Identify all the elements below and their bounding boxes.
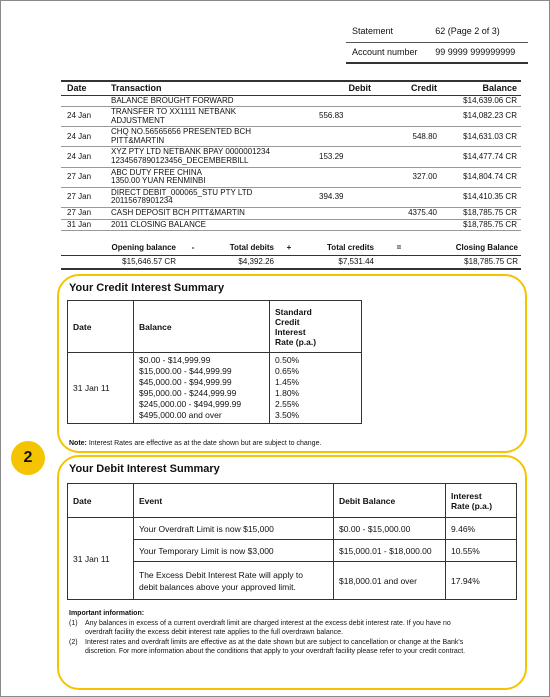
transaction-date: 24 Jan bbox=[61, 147, 109, 167]
credit-balance-tier: $245,000.00 - $494,999.99 bbox=[139, 399, 242, 409]
plus-sign: + bbox=[277, 241, 301, 255]
list-item-number: (1) bbox=[69, 619, 78, 627]
credit-rate-tier: 0.65% bbox=[275, 366, 300, 376]
table-row bbox=[61, 107, 521, 127]
important-information-heading: Important information: bbox=[69, 610, 145, 617]
transaction-description-line: 1234567890123456_DECEMBERBILL bbox=[111, 156, 249, 166]
transaction-credit bbox=[379, 107, 443, 127]
statement-info-box bbox=[346, 21, 528, 64]
debit-event bbox=[134, 540, 334, 562]
table-row bbox=[61, 167, 521, 187]
transaction-description-line: 2011 CLOSING BALANCE bbox=[111, 219, 207, 229]
transaction-debit: 153.29 bbox=[317, 147, 379, 167]
transaction-description bbox=[109, 219, 317, 231]
table-row bbox=[61, 127, 521, 147]
transaction-description-line: ABC DUTY FREE CHINA bbox=[111, 167, 202, 177]
credit-interest-note bbox=[69, 440, 321, 447]
credit-interest-row bbox=[68, 353, 362, 424]
transaction-balance: $14,639.06 CR bbox=[443, 95, 521, 107]
credit-col-date: Date bbox=[68, 301, 134, 353]
debit-col-rate-line: Interest bbox=[451, 490, 482, 501]
transaction-credit bbox=[379, 95, 443, 107]
credit-interest-title: Your Credit Interest Summary bbox=[69, 282, 225, 294]
credit-balance-tiers bbox=[134, 353, 270, 424]
transaction-description bbox=[109, 167, 317, 187]
total-credits-value: $7,531.44 bbox=[301, 255, 377, 269]
credit-col-rate bbox=[270, 301, 362, 353]
credit-date: 31 Jan 11 bbox=[68, 353, 134, 424]
debit-balance-range: $18,000.01 and over bbox=[334, 562, 446, 600]
transaction-debit bbox=[317, 208, 379, 220]
transaction-description-line: XYZ PTY LTD NETBANK BPAY 0000001234 bbox=[111, 147, 270, 157]
total-debits-value: $4,392.26 bbox=[207, 255, 277, 269]
table-row bbox=[61, 219, 521, 231]
summary-spacer bbox=[277, 255, 301, 269]
total-credits-label: Total credits bbox=[301, 241, 377, 255]
transactions-table bbox=[61, 80, 521, 231]
transaction-date: 27 Jan bbox=[61, 208, 109, 220]
transactions-header-row bbox=[61, 81, 521, 95]
transactions-body bbox=[61, 95, 521, 231]
transaction-debit bbox=[317, 219, 379, 231]
minus-sign: - bbox=[179, 241, 207, 255]
transaction-description-line: DIRECT DEBIT_000065_STU PTY LTD bbox=[111, 187, 253, 197]
transaction-date bbox=[61, 95, 109, 107]
account-number-value: 99 9999 999999999 bbox=[429, 42, 528, 63]
list-item-text bbox=[85, 619, 451, 638]
transaction-debit bbox=[317, 167, 379, 187]
table-row bbox=[68, 518, 517, 540]
credit-balance-tier: $495,000.00 and over bbox=[139, 410, 222, 420]
summary-values-row bbox=[61, 255, 521, 269]
list-item-text-line: overdraft facility the excess debit interest rate applies to the full overdrawn balance. bbox=[85, 629, 343, 636]
debit-interest-header-row bbox=[68, 484, 517, 518]
transaction-credit: 4375.40 bbox=[379, 208, 443, 220]
debit-event-line: Your Overdraft Limit is now $15,000 bbox=[139, 523, 274, 534]
credit-col-rate-line: Rate (p.a.) bbox=[275, 336, 317, 347]
debit-interest-rate: 9.46% bbox=[446, 518, 517, 540]
transaction-description-line: BALANCE BROUGHT FORWARD bbox=[111, 95, 234, 105]
closing-balance-label: Closing Balance bbox=[421, 241, 521, 255]
debit-balance-range: $0.00 - $15,000.00 bbox=[334, 518, 446, 540]
transaction-balance: $14,410.35 CR bbox=[443, 187, 521, 207]
credit-col-rate-line: Standard bbox=[275, 306, 312, 317]
list-item-number: (2) bbox=[69, 638, 78, 646]
col-credit: Credit bbox=[379, 81, 443, 95]
debit-interest-rate: 10.55% bbox=[446, 540, 517, 562]
list-item-text bbox=[85, 638, 465, 657]
list-item bbox=[69, 619, 519, 638]
debit-col-date: Date bbox=[68, 484, 134, 518]
transaction-debit: 394.39 bbox=[317, 187, 379, 207]
table-row bbox=[68, 562, 517, 600]
debit-col-rate bbox=[446, 484, 517, 518]
transaction-description-line: CASH DEPOSIT BCH PITT&MARTIN bbox=[111, 208, 245, 218]
transaction-balance: $18,785.75 CR bbox=[443, 208, 521, 220]
credit-rate-tier: 1.80% bbox=[275, 388, 300, 398]
credit-balance-tier: $15,000.00 - $44,999.99 bbox=[139, 366, 232, 376]
debit-event-line: debit balances above your approved limit. bbox=[139, 581, 296, 592]
credit-rate-tier: 0.50% bbox=[275, 355, 300, 365]
credit-rate-tier: 2.55% bbox=[275, 399, 300, 409]
debit-col-rate-line: Rate (p.a.) bbox=[451, 500, 493, 511]
important-information bbox=[69, 609, 519, 657]
equals-sign: = bbox=[377, 241, 421, 255]
credit-col-rate-line: Credit bbox=[275, 316, 300, 327]
transaction-description bbox=[109, 147, 317, 167]
closing-balance-value: $18,785.75 CR bbox=[421, 255, 521, 269]
transaction-balance: $14,082.23 CR bbox=[443, 107, 521, 127]
credit-rate-tier: 1.45% bbox=[275, 377, 300, 387]
statement-number: 62 (Page 2 of 3) bbox=[429, 21, 528, 42]
summary-header-row bbox=[61, 241, 521, 255]
debit-interest-rate: 17.94% bbox=[446, 562, 517, 600]
total-debits-label: Total debits bbox=[207, 241, 277, 255]
transaction-credit: 327.00 bbox=[379, 167, 443, 187]
transaction-description-line: PITT&MARTIN bbox=[111, 135, 165, 145]
credit-col-balance: Balance bbox=[134, 301, 270, 353]
transaction-balance: $18,785.75 CR bbox=[443, 219, 521, 231]
col-balance: Balance bbox=[443, 81, 521, 95]
transaction-debit bbox=[317, 127, 379, 147]
note-label: Note: bbox=[69, 440, 87, 447]
table-row bbox=[61, 147, 521, 167]
transaction-description-line: TRANSFER TO XX1111 NETBANK bbox=[111, 107, 237, 117]
debit-event bbox=[134, 562, 334, 600]
table-row bbox=[68, 540, 517, 562]
credit-interest-panel bbox=[57, 274, 527, 453]
col-date: Date bbox=[61, 81, 109, 95]
debit-interest-table bbox=[67, 483, 517, 600]
transaction-description bbox=[109, 208, 317, 220]
credit-balance-tier: $95,000.00 - $244,999.99 bbox=[139, 388, 237, 398]
debit-event-line: The Excess Debit Interest Rate will apply to bbox=[139, 569, 303, 580]
transaction-description-line: CHQ NO.56565656 PRESENTED BCH bbox=[111, 127, 252, 137]
transaction-debit: 556.83 bbox=[317, 107, 379, 127]
transaction-description bbox=[109, 95, 317, 107]
transaction-balance: $14,804.74 CR bbox=[443, 167, 521, 187]
credit-balance-tier: $45,000.00 - $94,999.99 bbox=[139, 377, 232, 387]
credit-rate-tier: 3.50% bbox=[275, 410, 300, 420]
table-row bbox=[61, 208, 521, 220]
transaction-debit bbox=[317, 95, 379, 107]
debit-balance-range: $15,000.01 - $18,000.00 bbox=[334, 540, 446, 562]
debit-date: 31 Jan 11 bbox=[68, 518, 134, 600]
debit-interest-body bbox=[68, 518, 517, 600]
transaction-credit bbox=[379, 147, 443, 167]
important-information-list bbox=[69, 619, 519, 657]
statement-label: Statement bbox=[346, 21, 429, 42]
list-item bbox=[69, 638, 519, 657]
account-number-label: Account number bbox=[346, 42, 429, 63]
debit-interest-panel bbox=[57, 455, 527, 690]
debit-col-event: Event bbox=[134, 484, 334, 518]
credit-interest-table bbox=[67, 300, 362, 424]
transaction-description bbox=[109, 187, 317, 207]
transaction-date: 27 Jan bbox=[61, 187, 109, 207]
transaction-balance: $14,477.74 CR bbox=[443, 147, 521, 167]
transaction-credit bbox=[379, 187, 443, 207]
summary-spacer bbox=[179, 255, 207, 269]
debit-col-balance: Debit Balance bbox=[334, 484, 446, 518]
list-item-text-line: Any balances in excess of a current overdraft limit are charged interest at the excess debit interest rate. If you have no bbox=[85, 619, 451, 627]
transaction-description-line: 1350.00 YUAN RENMINBI bbox=[111, 176, 206, 186]
transaction-date: 24 Jan bbox=[61, 107, 109, 127]
transaction-balance: $14,631.03 CR bbox=[443, 127, 521, 147]
debit-event-line: Your Temporary Limit is now $3,000 bbox=[139, 545, 274, 556]
balance-summary bbox=[61, 241, 521, 270]
transaction-credit: 548.80 bbox=[379, 127, 443, 147]
transaction-date: 27 Jan bbox=[61, 167, 109, 187]
credit-col-rate-line: Interest bbox=[275, 326, 306, 337]
transaction-description-line: 20115678901234 bbox=[111, 196, 173, 206]
table-row bbox=[61, 95, 521, 107]
list-item-text-line: Interest rates and overdraft limits are effective as at the date shown but are subject to cancellation or change at the Bank's bbox=[85, 638, 464, 646]
credit-balance-tier: $0.00 - $14,999.99 bbox=[139, 355, 211, 365]
note-text: Interest Rates are effective as at the date shown but are subject to change. bbox=[86, 440, 322, 447]
summary-spacer bbox=[377, 255, 421, 269]
credit-rate-tiers bbox=[270, 353, 362, 424]
transaction-description bbox=[109, 107, 317, 127]
transaction-description bbox=[109, 127, 317, 147]
transaction-credit bbox=[379, 219, 443, 231]
section-number-badge: 2 bbox=[11, 441, 45, 475]
transaction-date: 24 Jan bbox=[61, 127, 109, 147]
opening-balance-value: $15,646.57 CR bbox=[61, 255, 179, 269]
table-row bbox=[61, 187, 521, 207]
list-item-text-line: discretion. For more information about the conditions that apply to your overdraft facility please refer to your credit contract. bbox=[85, 648, 466, 655]
transaction-date: 31 Jan bbox=[61, 219, 109, 231]
col-transaction: Transaction bbox=[109, 81, 317, 95]
opening-balance-label: Opening balance bbox=[61, 241, 179, 255]
debit-interest-title: Your Debit Interest Summary bbox=[69, 463, 220, 475]
transaction-description-line: ADJUSTMENT bbox=[111, 115, 165, 125]
debit-event bbox=[134, 518, 334, 540]
col-debit: Debit bbox=[317, 81, 379, 95]
credit-interest-header-row bbox=[68, 301, 362, 353]
